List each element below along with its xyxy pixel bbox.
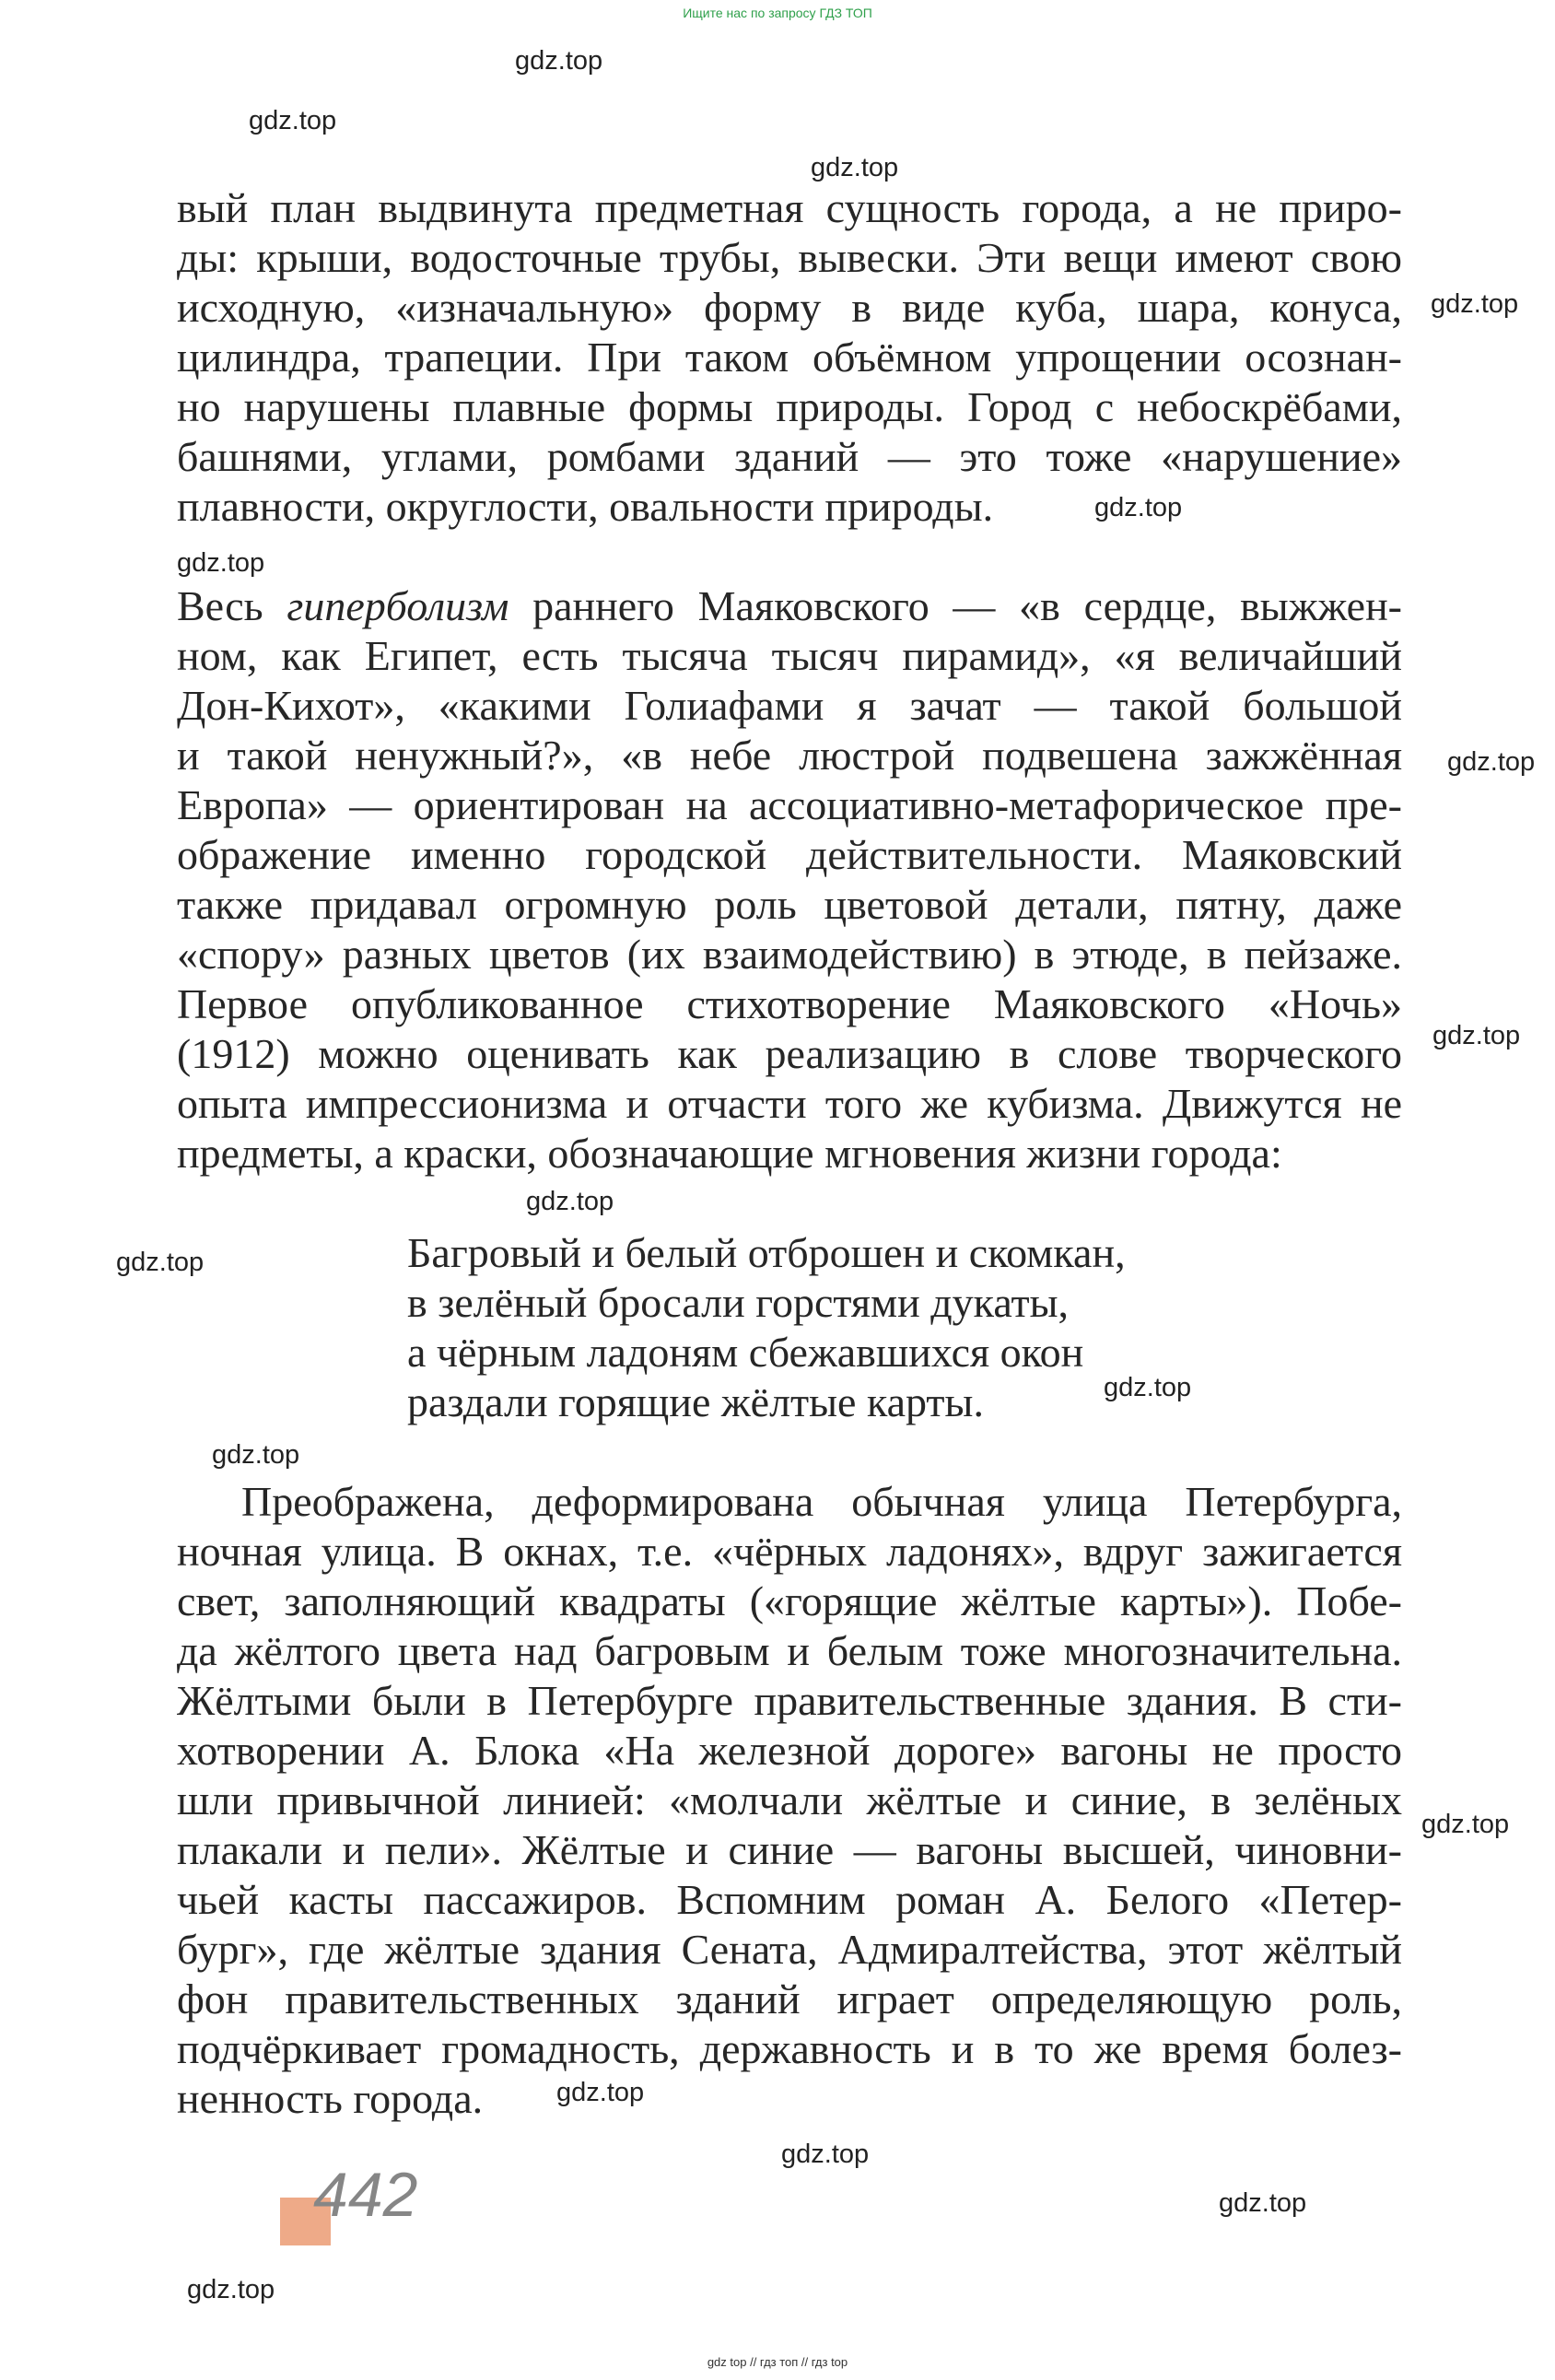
text-line: ображение именно городской действительности. Маяковский bbox=[177, 831, 1402, 878]
text-line: предметы, а краски, обозначающие мгновения жизни города: bbox=[177, 1130, 1282, 1177]
text-line: «спору» разных цветов (их взаимодействию) в этюде, в пейзаже. bbox=[177, 931, 1402, 978]
text-line: чьей касты пассажиров. Вспомним роман А. Белого «Петер- bbox=[177, 1876, 1402, 1923]
text-line: Первое опубликованное стихотворение Маяковского «Ночь» bbox=[177, 980, 1402, 1027]
italic-term: гиперболизм bbox=[286, 582, 509, 629]
text-line: плакали и пели». Жёлтые и синие — вагоны высшей, чиновни- bbox=[177, 1826, 1402, 1873]
watermark: gdz.top bbox=[1094, 493, 1183, 522]
text-line: вый план выдвинута предметная сущность города, а не приро- bbox=[177, 184, 1402, 231]
poem bbox=[407, 1228, 1236, 1427]
text-fragment: раннего Маяковского — «в сердце, выжжен- bbox=[509, 582, 1403, 629]
text-line: ночная улица. В окнах, т.е. «чёрных ладонях», вдруг зажигается bbox=[177, 1528, 1402, 1575]
page-number: 442 bbox=[313, 2160, 418, 2230]
text-line: башнями, углами, ромбами зданий — это тоже «нарушение» bbox=[177, 433, 1402, 480]
text-line: но нарушены плавные формы природы. Город с небоскрёбами, bbox=[177, 383, 1402, 430]
watermark: gdz.top bbox=[515, 46, 603, 76]
text-line: Жёлтыми были в Петербурге правительственные здания. В сти- bbox=[177, 1677, 1402, 1724]
watermark: gdz.top bbox=[1219, 2188, 1307, 2218]
watermark: gdz.top bbox=[1431, 289, 1519, 319]
text-line: шли привычной линией: «молчали жёлтые и синие, в зелёных bbox=[177, 1776, 1402, 1823]
poem-line: в зелёный бросали горстями дукаты, bbox=[407, 1279, 1070, 1326]
text-line: свет, заполняющий квадраты («горящие жёлтые карты»). Побе- bbox=[177, 1577, 1402, 1624]
text-line: ды: крыши, водосточные трубы, вывески. Эти вещи имеют свою bbox=[177, 234, 1402, 281]
paragraph-1 bbox=[177, 183, 1402, 532]
paragraph-2 bbox=[177, 581, 1402, 1178]
text-line: опыта импрессионизма и отчасти того же кубизма. Движутся не bbox=[177, 1080, 1402, 1127]
text-line: плавности, округлости, овальности природы. bbox=[177, 483, 994, 530]
watermark: gdz.top bbox=[177, 548, 265, 578]
watermark: gdz.top bbox=[781, 2140, 870, 2169]
watermark: gdz.top bbox=[1447, 747, 1536, 777]
text-line: также придавал огромную роль цветовой детали, пятну, даже bbox=[177, 881, 1402, 928]
watermark: gdz.top bbox=[187, 2275, 275, 2304]
text-line: и такой ненужный?», «в небе люстрой подвешена зажжённая bbox=[177, 732, 1402, 779]
watermark: gdz.top bbox=[212, 1440, 300, 1470]
header-note: Ищите нас по запросу ГДЗ ТОП bbox=[683, 6, 872, 20]
text-line: ненность города. bbox=[177, 2075, 484, 2122]
watermark: gdz.top bbox=[1432, 1021, 1521, 1050]
watermark: gdz.top bbox=[116, 1248, 205, 1277]
watermark: gdz.top bbox=[526, 1187, 614, 1216]
watermark: gdz.top bbox=[249, 106, 337, 135]
text-line: Дон-Кихот», «какими Голиафами я зачат — такой большой bbox=[177, 682, 1402, 729]
text-line: хотворении А. Блока «На железной дороге» вагоны не просто bbox=[177, 1727, 1402, 1774]
text-line: Европа» — ориентирован на ассоциативно-метафорическое пре- bbox=[177, 781, 1402, 828]
text-line: исходную, «изначальную» форму в виде куба, шара, конуса, bbox=[177, 284, 1402, 331]
text-line: Преображена, деформирована обычная улица Петербурга, bbox=[241, 1478, 1402, 1525]
watermark: gdz.top bbox=[1421, 1810, 1510, 1839]
paragraph-3 bbox=[177, 1477, 1402, 2124]
text-line: подчёркивает громадность, державность и в то же время болез- bbox=[177, 2025, 1402, 2072]
poem-line: Багровый и белый отброшен и скомкан, bbox=[407, 1229, 1126, 1276]
text-line: фон правительственных зданий играет определяющую роль, bbox=[177, 1976, 1402, 2022]
watermark: gdz.top bbox=[556, 2078, 645, 2107]
text-line: бург», где жёлтые здания Сената, Адмиралтейства, этот жёлтый bbox=[177, 1926, 1402, 1973]
text-line: ном, как Египет, есть тысяча тысяч пирамид», «я величайший bbox=[177, 632, 1402, 679]
text-fragment: Весь bbox=[177, 582, 287, 629]
watermark: gdz.top bbox=[1104, 1373, 1192, 1402]
poem-line: а чёрным ладоням сбежавшихся окон bbox=[407, 1329, 1084, 1376]
poem-line: раздали горящие жёлтые карты. bbox=[407, 1378, 984, 1425]
text-line: (1912) можно оценивать как реализацию в слове творческого bbox=[177, 1030, 1402, 1077]
watermark: gdz.top bbox=[811, 153, 899, 182]
footer-note: gdz top // гдз топ // гдз top bbox=[707, 2355, 848, 2369]
text-line-first bbox=[177, 581, 1402, 631]
text-line: да жёлтого цвета над багровым и белым тоже многозначительна. bbox=[177, 1627, 1402, 1674]
text-line: цилиндра, трапеции. При таком объёмном упрощении осознан- bbox=[177, 334, 1402, 381]
